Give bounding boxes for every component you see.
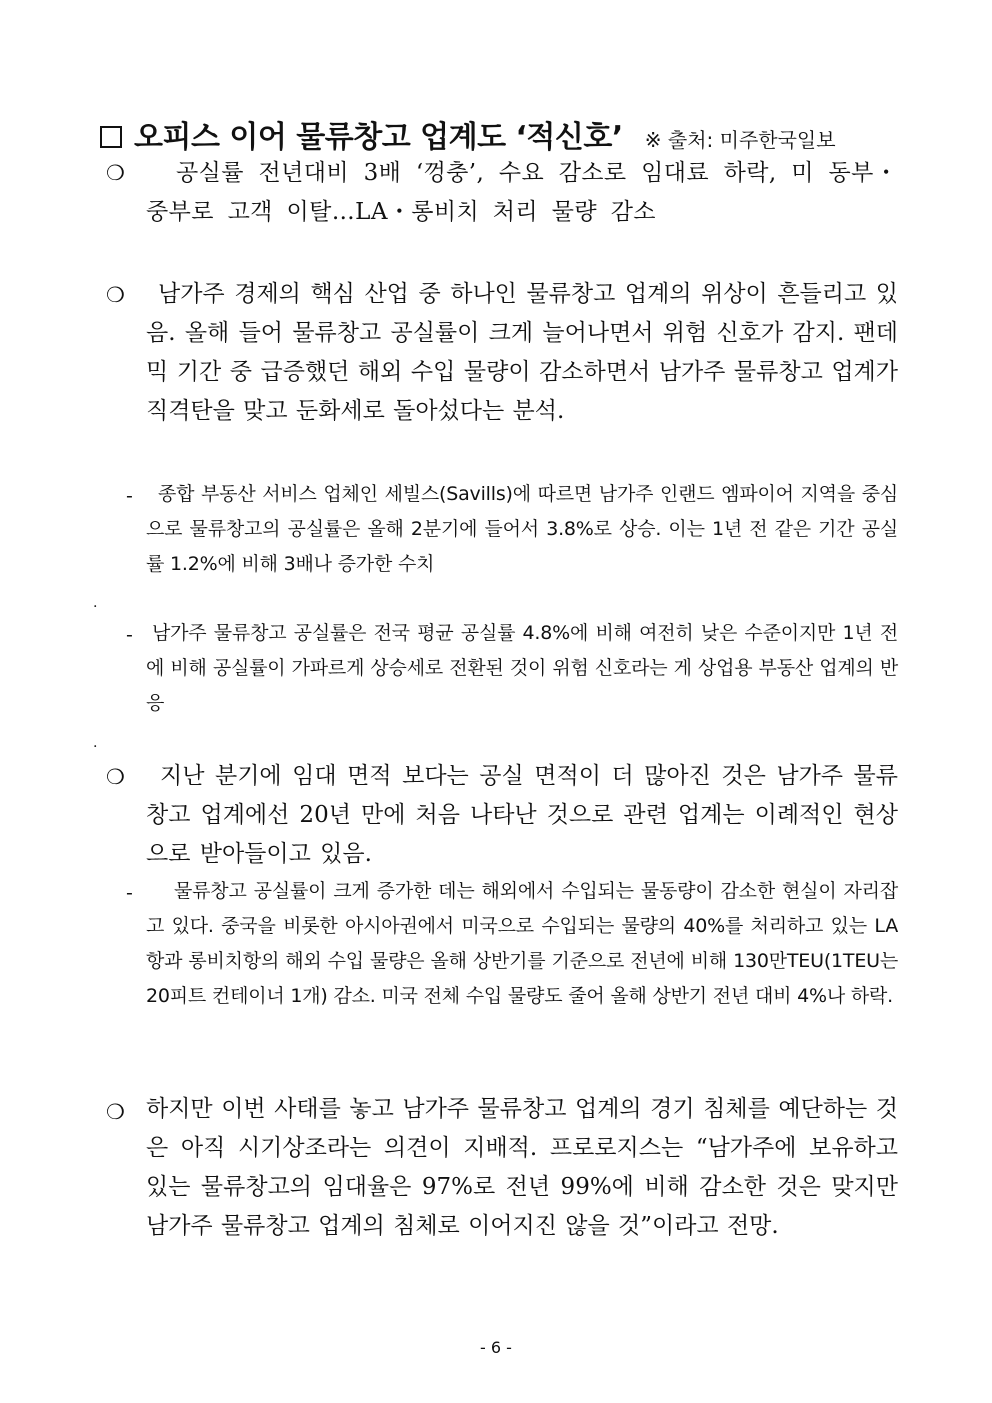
checkbox-square-icon (100, 126, 122, 148)
list-item-3-sub-1: 물류창고 공실률이 크게 증가한 데는 해외에서 수입되는 물동량이 감소한 현실이 자리잡고 있다. 중국을 비롯한 아시아권에서 미국으로 수입되는 물량의 40%를 처리하고 있는 LA항과 롱비치항의 해외 수입 물량은 올해 상반기를 기준으로 전년에 비해 130만TEU(1TEU는 20피트 컨테이너 1개) 감소. 미국 전체 수입 물량도 줄어 올해 상반기 전년 대비 4%나 하락. (146, 880, 898, 1007)
list-item-2-sub-1: 종합 부동산 서비스 업체인 세빌스(Savills)에 따르면 남가주 인랜드 엠파이어 지역을 중심으로 물류창고의 공실률은 올해 2분기에 들어서 3.8%로 상승. 이는 1년 전 같은 기간 공실률 1.2%에 비해 3배나 증가한 수치 (146, 483, 899, 575)
dash-bullet: - (126, 624, 133, 646)
list-item-1-text: 공실률 전년대비 3배 ‘껑충’, 수요 감소로 임대료 하락, 미 동부・중부로 고객 이탈…LA・롱비치 처리 물량 감소 (146, 160, 898, 225)
circle-bullet-icon: ❍ (106, 161, 125, 185)
circle-bullet-icon: ❍ (106, 283, 125, 307)
list-item-3-text: 지난 분기에 임대 면적 보다는 공실 면적이 더 많아진 것은 남가주 물류창고 업계에선 20년 만에 처음 나타난 것으로 관련 업계는 이례적인 현상으로 받아들이고 있음. (146, 763, 898, 867)
page-title: 오피스 이어 물류창고 업계도 ‘적신호’ (134, 120, 623, 155)
list-item-4-text: 하지만 이번 사태를 놓고 남가주 물류창고 업계의 경기 침체를 예단하는 것은 아직 시기상조라는 의견이 지배적. 프로로지스는 “남가주에 보유하고 있는 물류창고의 임대율은 97%로 전년 99%에 비해 감소한 것은 맞지만 남가주 물류창고 업계의 침체로 이어지진 않을 것”이라고 전망. (146, 1096, 898, 1239)
source-note: ※ 출처: 미주한국일보 (644, 128, 836, 152)
page-title-row (100, 112, 900, 155)
circle-bullet-icon: ❍ (106, 765, 125, 789)
stray-dot: . (93, 735, 98, 751)
list-item-2-text: 남가주 경제의 핵심 산업 중 하나인 물류창고 업계의 위상이 흔들리고 있음. 올해 들어 물류창고 공실률이 크게 늘어나면서 위험 신호가 감지. 팬데믹 기간 중 급증했던 해외 수입 물량이 감소하면서 남가주 물류창고 업계가 직격탄을 맞고 둔화세로 돌아섰다는 분석. (146, 281, 898, 424)
dash-bullet: - (126, 485, 133, 507)
circle-bullet-icon: ❍ (106, 1100, 125, 1124)
page-number: - 6 - (480, 1338, 512, 1357)
list-item-2-sub-2: 남가주 물류창고 공실률은 전국 평균 공실률 4.8%에 비해 여전히 낮은 수준이지만 1년 전에 비해 공실률이 가파르게 상승세로 전환된 것이 위험 신호라는 게 상업용 부동산 업계의 반응 (146, 622, 898, 714)
dash-bullet: - (126, 882, 133, 904)
stray-dot: . (93, 595, 98, 611)
